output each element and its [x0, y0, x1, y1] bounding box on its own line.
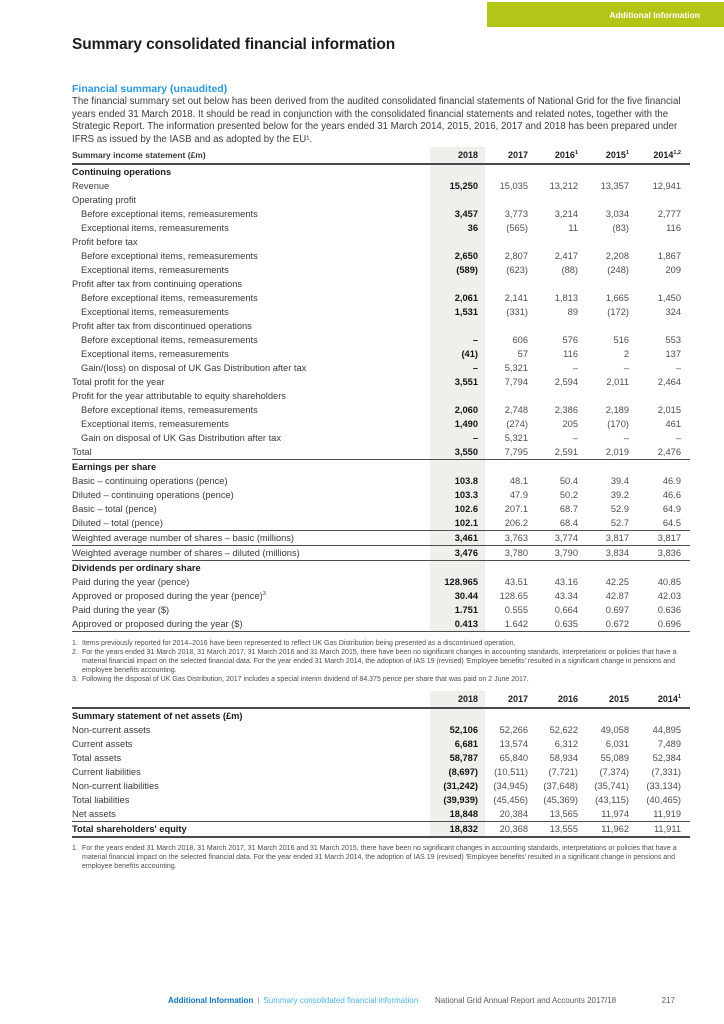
table-row [72, 765, 690, 779]
year-column-header: 2015 [608, 694, 629, 704]
value-cell: (43,115) [595, 795, 629, 805]
footnote [72, 675, 688, 684]
value-cell: 0.672 [605, 619, 629, 629]
value-cell: 50.4 [559, 476, 578, 486]
value-cell: 11,911 [653, 824, 681, 834]
value-cell: 3,034 [605, 209, 629, 219]
value-cell: 65,840 [499, 753, 528, 763]
value-cell: 3,817 [605, 533, 629, 543]
value-cell: 13,565 [549, 809, 578, 819]
value-cell: 2,594 [554, 377, 578, 387]
value-cell: (45,369) [543, 795, 578, 805]
value-cell: 15,035 [499, 181, 528, 191]
value-cell: 13,212 [549, 181, 578, 191]
value-cell: 2,189 [605, 405, 629, 415]
table-row [72, 333, 690, 347]
value-cell: 30.44 [430, 589, 485, 603]
value-cell: 116 [666, 223, 681, 233]
value-cell [430, 319, 485, 333]
table-row [72, 793, 690, 807]
value-cell: 2,807 [504, 251, 528, 261]
value-cell: 20,384 [499, 809, 528, 819]
value-cell: 116 [563, 349, 578, 359]
year-column-header: 2014$^{1,2}$ [653, 150, 681, 160]
row-label: Revenue [72, 181, 110, 191]
value-cell: 3,550 [430, 445, 485, 459]
value-cell [430, 709, 485, 723]
value-cell: 68.7 [559, 504, 578, 514]
row-label: Before exceptional items, remeasurements [81, 293, 258, 303]
footnote-text: Following the disposal of UK Gas Distribution, 2017 includes a special interim dividend of 84.375 pence per share that was paid on 2 June 2017. [82, 676, 529, 683]
page-title: Summary consolidated financial information [72, 36, 396, 53]
net-assets-footnotes [72, 844, 688, 871]
row-label: Exceptional items, remeasurements [81, 307, 229, 317]
value-cell: 576 [562, 335, 578, 345]
value-cell: 2,019 [605, 447, 629, 457]
table-row [72, 807, 690, 822]
value-cell: 11 [568, 223, 578, 233]
value-cell: 64.9 [662, 504, 681, 514]
value-cell: 2,011 [606, 377, 629, 387]
value-cell: (41) [430, 347, 485, 361]
table-row [72, 589, 690, 603]
value-cell: 6,681 [430, 737, 485, 751]
row-label: Total shareholders' equity [72, 824, 187, 834]
value-cell: 52.9 [610, 504, 629, 514]
value-cell: 1,665 [605, 293, 629, 303]
value-cell: 42.87 [605, 591, 629, 601]
row-label: Exceptional items, remeasurements [81, 223, 229, 233]
footnote-number: 2. [72, 649, 78, 656]
value-cell: (8,697) [430, 765, 485, 779]
table-header-row [72, 691, 690, 709]
value-cell: (170) [607, 419, 629, 429]
value-cell: 46.9 [662, 476, 681, 486]
value-cell: 2,476 [657, 447, 681, 457]
table-row [72, 235, 690, 249]
value-cell: 18,848 [430, 807, 485, 821]
value-cell: 13,357 [600, 181, 629, 191]
value-cell [430, 165, 485, 179]
value-cell: 1,450 [657, 293, 681, 303]
row-label: Profit after tax from continuing operations [72, 279, 243, 289]
table-row [72, 221, 690, 235]
value-cell: 0.697 [605, 605, 629, 615]
table-row [72, 723, 690, 737]
value-cell: – [430, 431, 485, 445]
value-cell: 57 [517, 349, 528, 359]
table-row [72, 779, 690, 793]
value-cell: 3,763 [504, 533, 528, 543]
value-cell: (10,511) [494, 767, 528, 777]
row-label: Exceptional items, remeasurements [81, 419, 229, 429]
value-cell: 48.1 [509, 476, 528, 486]
table-row [72, 822, 690, 838]
income-statement-footnotes [72, 639, 688, 684]
table-row [72, 617, 690, 632]
row-label: Before exceptional items, remeasurements [81, 335, 258, 345]
value-cell: 52,266 [499, 725, 528, 735]
value-cell: 1,813 [554, 293, 578, 303]
value-cell: 13,555 [549, 824, 578, 834]
row-label: Diluted – total (pence) [72, 518, 163, 528]
footer-report-title: National Grid Annual Report and Accounts 2017/18 [435, 996, 617, 1005]
table-row [72, 445, 690, 460]
value-cell: 1,490 [430, 417, 485, 431]
table-row [72, 502, 690, 516]
value-cell: (37,648) [543, 781, 578, 791]
value-cell: (34,945) [493, 781, 528, 791]
footnote-text: For the years ended 31 March 2018, 31 March 2017, 31 March 2016 and 31 March 2015, there have been no significant changes in accounting standards, interpretations or policies that have a material financial impact on the selected financial data. For the year ended 31 March 2014, the adoption of IAS 19 (revised) 'Employee benefits' resulted in a significant change in pensions and employee benefits accounting. [82, 649, 677, 674]
value-cell: (45,456) [493, 795, 528, 805]
value-cell: 3,773 [504, 209, 528, 219]
row-label: Total assets [72, 753, 122, 763]
value-cell: 64.5 [662, 518, 681, 528]
value-cell: 103.8 [430, 474, 485, 488]
footnote [72, 844, 688, 871]
table-row [72, 417, 690, 431]
value-cell: – [623, 363, 629, 373]
value-cell: 39.2 [610, 490, 629, 500]
row-label: Weighted average number of shares – diluted (millions) [72, 548, 300, 558]
table-row [72, 207, 690, 221]
footnote [72, 639, 688, 648]
value-cell: 43.34 [554, 591, 578, 601]
value-cell: – [572, 363, 578, 373]
value-cell: 11,919 [653, 809, 681, 819]
value-cell: 2,591 [554, 447, 578, 457]
value-cell: (623) [506, 265, 528, 275]
value-cell: 52,622 [549, 725, 578, 735]
value-cell: 58,787 [430, 751, 485, 765]
value-cell: (274) [506, 419, 528, 429]
value-cell: 0.413 [430, 617, 485, 631]
value-cell: 50.2 [559, 490, 578, 500]
value-cell: 6,031 [605, 739, 629, 749]
value-cell [430, 193, 485, 207]
value-cell: 0.635 [554, 619, 578, 629]
value-cell [430, 235, 485, 249]
summary-income-statement-table [72, 147, 690, 632]
value-cell: 52,384 [652, 753, 681, 763]
row-label: Dividends per ordinary share [72, 563, 201, 573]
value-cell: (83) [612, 223, 629, 233]
table-row [72, 488, 690, 502]
table-row [72, 751, 690, 765]
footnote-number: 1. [72, 640, 78, 647]
financial-summary-heading: Financial summary (unaudited) [72, 83, 228, 95]
value-cell: (88) [561, 265, 578, 275]
year-column-header: 2016 [557, 694, 578, 704]
value-cell: 43.51 [504, 577, 528, 587]
row-label: Non-current assets [72, 725, 151, 735]
value-cell: 103.3 [430, 488, 485, 502]
value-cell: (39,939) [430, 793, 485, 807]
value-cell: 2,464 [657, 377, 681, 387]
table-row [72, 474, 690, 488]
value-cell: 7,794 [504, 377, 528, 387]
row-label: Basic – total (pence) [72, 504, 157, 514]
value-cell: (7,374) [599, 767, 629, 777]
value-cell: 3,551 [430, 375, 485, 389]
value-cell: 42.25 [605, 577, 629, 587]
value-cell: 205 [562, 419, 578, 429]
page-content [72, 0, 690, 871]
table-row [72, 277, 690, 291]
table-row [72, 347, 690, 361]
table-row [72, 361, 690, 375]
intro-paragraph: The financial summary set out below has been derived from the audited consolidated financial statements of National Grid for the five financial years ended 31 March 2018. It should be read in conjunction with the consolidated financial statements and related notes, together with the Strategic Report. The information presented below for the years ended 31 March 2014, 2015, 2016, 2017 and 2018 has been prepared under IFRS as issued by the IASB and as adopted by the EU¹. [72, 96, 681, 145]
value-cell: 2,015 [657, 405, 681, 415]
table-row [72, 546, 690, 561]
value-cell: 553 [665, 335, 681, 345]
value-cell: 46.6 [662, 490, 681, 500]
value-cell: – [675, 363, 681, 373]
table-row [72, 575, 690, 589]
value-cell: (33,134) [646, 781, 681, 791]
value-cell: 3,476 [430, 546, 485, 560]
value-cell: 49,058 [600, 725, 629, 735]
value-cell: (7,721) [548, 767, 578, 777]
row-label: Net assets [72, 809, 116, 819]
value-cell: 3,790 [554, 548, 578, 558]
row-label: Basic – continuing operations (pence) [72, 476, 228, 486]
value-cell: (31,242) [430, 779, 485, 793]
value-cell: 20,368 [499, 824, 528, 834]
value-cell: (565) [506, 223, 528, 233]
table-row [72, 516, 690, 531]
row-label: Paid during the year (pence) [72, 577, 190, 587]
table-title: Summary income statement (£m) [72, 150, 206, 160]
net-assets-table [72, 691, 690, 838]
row-label: Paid during the year ($) [72, 605, 170, 615]
value-cell: (331) [506, 307, 528, 317]
value-cell: 461 [665, 419, 681, 429]
row-label: Approved or proposed during the year ($) [72, 619, 243, 629]
value-cell: 13,574 [499, 739, 528, 749]
value-cell: 2 [623, 349, 629, 359]
row-label: Gain/(loss) on disposal of UK Gas Distribution after tax [81, 363, 307, 373]
tab-label: Additional Information [609, 9, 700, 20]
table-row [72, 291, 690, 305]
table-row [72, 319, 690, 333]
value-cell: 5,321 [504, 363, 528, 373]
value-cell: 102.1 [430, 516, 485, 530]
value-cell: (40,465) [646, 795, 681, 805]
year-column-header: 2018 [430, 691, 485, 707]
table-row [72, 403, 690, 417]
value-cell: – [572, 433, 578, 443]
footer-page-label: Summary consolidated financial information [263, 996, 419, 1005]
value-cell: 2,650 [430, 249, 485, 263]
value-cell: 0.696 [657, 619, 681, 629]
table-row [72, 193, 690, 207]
value-cell: 209 [665, 265, 681, 275]
value-cell: 11,974 [601, 809, 629, 819]
value-cell: – [430, 333, 485, 347]
footer-divider: | [257, 996, 260, 1005]
table-row [72, 561, 690, 575]
value-cell: 6,312 [554, 739, 578, 749]
value-cell: 39.4 [610, 476, 629, 486]
footnote-number: 3. [72, 676, 78, 683]
value-cell: 206.2 [504, 518, 528, 528]
year-column-header: 2015$^1$ [605, 150, 629, 160]
value-cell: 0.664 [554, 605, 578, 615]
row-label: Profit after tax from discontinued operations [72, 321, 252, 331]
table-row [72, 249, 690, 263]
row-label: Continuing operations [72, 167, 172, 177]
value-cell: 2,208 [605, 251, 629, 261]
value-cell: 40.85 [657, 577, 681, 587]
value-cell: 2,061 [430, 291, 485, 305]
value-cell: 102.6 [430, 502, 485, 516]
value-cell: (35,741) [594, 781, 629, 791]
row-label: Total [72, 447, 92, 457]
value-cell: 2,748 [504, 405, 528, 415]
row-label: Total liabilities [72, 795, 130, 805]
value-cell: 89 [567, 307, 578, 317]
table-row [72, 709, 690, 723]
table-row [72, 531, 690, 546]
value-cell: 3,774 [554, 533, 578, 543]
value-cell: – [430, 361, 485, 375]
footer-breadcrumb [168, 996, 418, 1005]
value-cell: 207.1 [504, 504, 528, 514]
value-cell: 15,250 [430, 179, 485, 193]
value-cell: 2,141 [504, 293, 528, 303]
table-row [72, 389, 690, 403]
value-cell: (7,331) [651, 767, 681, 777]
value-cell: 2,060 [430, 403, 485, 417]
row-label: Approved or proposed during the year (pence)$^3$ [72, 591, 266, 601]
value-cell: 2,777 [657, 209, 681, 219]
value-cell: 1,531 [430, 305, 485, 319]
value-cell: 516 [613, 335, 629, 345]
row-label: Earnings per share [72, 462, 157, 472]
value-cell: 0.636 [657, 605, 681, 615]
value-cell: 44,895 [652, 725, 681, 735]
value-cell [430, 277, 485, 291]
row-label: Total profit for the year [72, 377, 165, 387]
value-cell: 52,106 [430, 723, 485, 737]
value-cell: – [675, 433, 681, 443]
value-cell: (248) [607, 265, 629, 275]
value-cell: 606 [512, 335, 528, 345]
value-cell: 36 [430, 221, 485, 235]
table-row [72, 431, 690, 445]
row-label: Non-current liabilities [72, 781, 159, 791]
value-cell: 3,836 [657, 548, 681, 558]
table-row [72, 375, 690, 389]
value-cell: (589) [430, 263, 485, 277]
value-cell: 3,834 [605, 548, 629, 558]
value-cell: 43.16 [554, 577, 578, 587]
value-cell: 0.555 [504, 605, 528, 615]
row-label: Current liabilities [72, 767, 141, 777]
row-label: Operating profit [72, 195, 137, 205]
page-footer [0, 996, 724, 1010]
table-row [72, 305, 690, 319]
value-cell: 3,817 [657, 533, 681, 543]
footer-page-number: 217 [661, 996, 675, 1005]
value-cell: 1.751 [430, 603, 485, 617]
row-label: Summary statement of net assets (£m) [72, 711, 243, 721]
value-cell: 52.7 [610, 518, 629, 528]
value-cell: 5,321 [504, 433, 528, 443]
value-cell: 3,214 [554, 209, 578, 219]
value-cell: 3,461 [430, 531, 485, 545]
value-cell: 137 [665, 349, 681, 359]
value-cell: 1.642 [504, 619, 528, 629]
row-label: Before exceptional items, remeasurements [81, 251, 258, 261]
row-label: Exceptional items, remeasurements [81, 265, 229, 275]
value-cell: 68.4 [559, 518, 578, 528]
table-row [72, 263, 690, 277]
value-cell [430, 460, 485, 474]
row-label: Profit before tax [72, 237, 138, 247]
table-header-row [72, 147, 690, 165]
value-cell: 324 [665, 307, 681, 317]
table-row [72, 603, 690, 617]
value-cell: 1,867 [657, 251, 681, 261]
table-row [72, 165, 690, 179]
row-label: Exceptional items, remeasurements [81, 349, 229, 359]
value-cell [430, 389, 485, 403]
value-cell: 11,962 [601, 824, 629, 834]
value-cell: (172) [607, 307, 629, 317]
value-cell: 3,780 [504, 548, 528, 558]
row-label: Current assets [72, 739, 133, 749]
value-cell [430, 561, 485, 575]
row-label: Gain on disposal of UK Gas Distribution after tax [81, 433, 281, 443]
year-column-header: 2016$^1$ [554, 150, 578, 160]
value-cell: 2,417 [554, 251, 578, 261]
value-cell: 55,089 [600, 753, 629, 763]
value-cell: 42.03 [657, 591, 681, 601]
footnote-text: Items previously reported for 2014–2016 have been represented to reflect UK Gas Distribution being presented as a discontinued operation. [82, 640, 516, 647]
table-row [72, 460, 690, 474]
row-label: Before exceptional items, remeasurements [81, 209, 258, 219]
value-cell: 7,795 [504, 447, 528, 457]
table-row [72, 737, 690, 751]
footnote [72, 648, 688, 675]
value-cell: 7,489 [657, 739, 681, 749]
value-cell: 18,832 [430, 822, 485, 836]
footnote-number: 1. [72, 845, 78, 852]
row-label: Diluted – continuing operations (pence) [72, 490, 234, 500]
row-label: Before exceptional items, remeasurements [81, 405, 258, 415]
year-column-header: 2017 [507, 150, 528, 160]
value-cell: 128.965 [430, 575, 485, 589]
year-column-header: 2018 [430, 147, 485, 163]
footnote-text: For the years ended 31 March 2018, 31 March 2017, 31 March 2016 and 31 March 2015, there have been no significant changes in accounting standards, interpretations or policies that have a material financial impact on the selected financial data. For the year ended 31 March 2014, the adoption of IAS 19 (revised) 'Employee benefits' resulted in a significant change in pensions and employee benefits accounting. [82, 845, 677, 870]
value-cell: 58,934 [549, 753, 578, 763]
year-column-header: 2017 [507, 694, 528, 704]
value-cell: 12,941 [652, 181, 681, 191]
value-cell: 47.9 [509, 490, 528, 500]
footer-section-label: Additional Information [168, 996, 254, 1005]
value-cell: 2,386 [554, 405, 578, 415]
year-column-header: 2014$^1$ [657, 694, 681, 704]
value-cell: 3,457 [430, 207, 485, 221]
table-row [72, 179, 690, 193]
value-cell: 128.65 [499, 591, 528, 601]
value-cell: – [623, 433, 629, 443]
row-label: Profit for the year attributable to equity shareholders [72, 391, 286, 401]
row-label: Weighted average number of shares – basic (millions) [72, 533, 295, 543]
